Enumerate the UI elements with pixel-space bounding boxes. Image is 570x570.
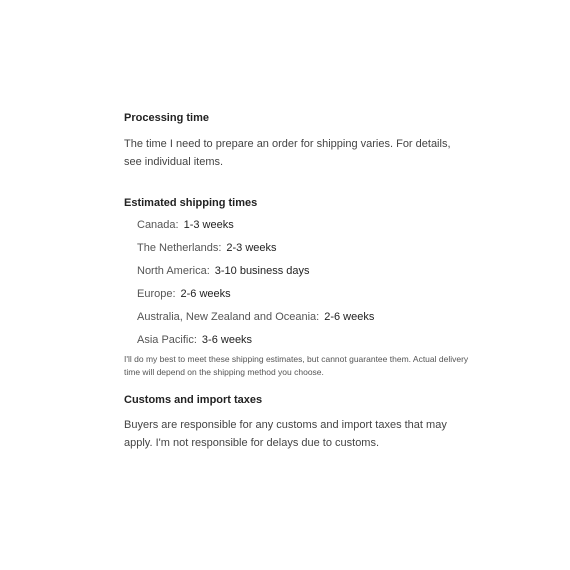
customs-heading: Customs and import taxes <box>124 394 263 406</box>
shipping-estimate-note: I'll do my best to meet these shipping estimates, but cannot guarantee them. Actual delivery time will depend on the shipping method you choose. <box>124 354 469 377</box>
processing-time-text: The time I need to prepare an order for shipping varies. For details, see individual items. <box>124 138 451 168</box>
shipping-region: Europe: <box>137 288 176 300</box>
shipping-duration: 2-6 weeks <box>324 311 375 323</box>
shipping-duration: 3-6 weeks <box>201 334 253 346</box>
shipping-region: Australia, New Zealand and Oceania: <box>137 311 320 323</box>
shipping-region: Canada: <box>137 219 179 231</box>
shipping-time-item-europe <box>137 287 454 310</box>
shipping-time-item-oceania <box>137 310 454 333</box>
shipping-duration: 3-10 business days <box>214 265 310 277</box>
shipping-time-item-canada <box>137 218 454 241</box>
shipping-times-list <box>137 218 454 356</box>
shipping-policy-panel <box>124 111 469 452</box>
shipping-region: North America: <box>137 265 210 277</box>
processing-time-heading: Processing time <box>124 112 209 124</box>
shipping-region: The Netherlands: <box>137 242 222 254</box>
shipping-region: Asia Pacific: <box>137 334 197 346</box>
shipping-time-item-north-america <box>137 264 454 287</box>
shipping-duration: 2-3 weeks <box>226 242 277 254</box>
customs-text: Buyers are responsible for any customs and import taxes that may apply. I'm not responsible for delays due to customs. <box>124 419 447 449</box>
shipping-time-item-netherlands <box>137 241 454 264</box>
shipping-duration: 2-6 weeks <box>180 288 231 300</box>
estimated-shipping-heading: Estimated shipping times <box>124 197 258 209</box>
shipping-duration: 1-3 weeks <box>183 219 234 231</box>
